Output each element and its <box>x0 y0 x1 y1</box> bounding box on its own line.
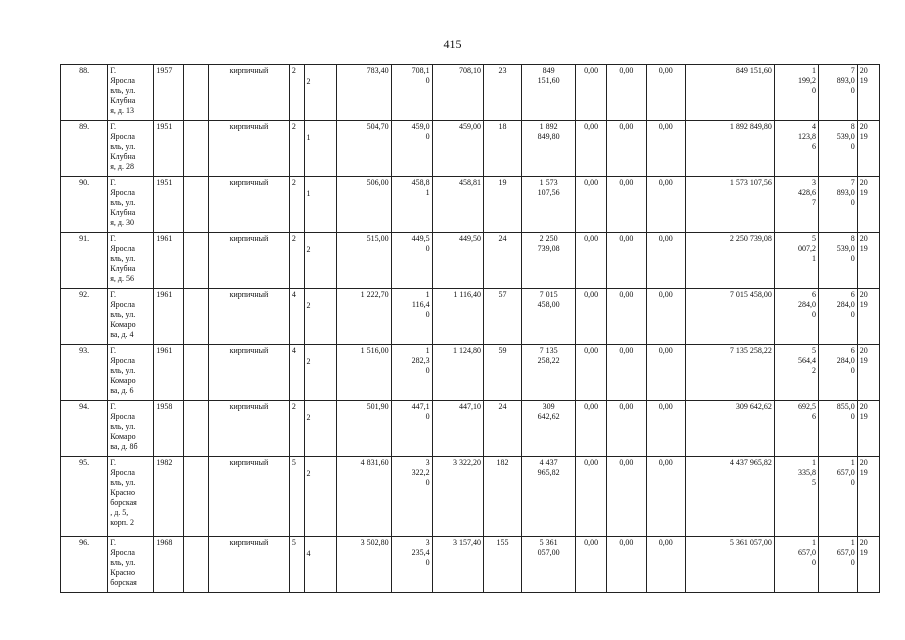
cell-planned-year: 20 19 <box>857 401 879 457</box>
cell-living-area: 458,8 1 <box>391 177 432 233</box>
cell-fund-regional: 0,00 <box>606 401 646 457</box>
cell-address: Г. Яросла вль, ул. Комаро ва, д. 4 <box>108 289 154 345</box>
cell-fund-federal: 0,00 <box>576 289 606 345</box>
cell-year-built: 1982 <box>154 457 183 537</box>
cell-owner-funds: 5 361 057,00 <box>685 537 774 593</box>
cell-blank-col <box>183 65 208 121</box>
cell-wall-material: кирпичный <box>209 177 290 233</box>
cell-owner-funds: 309 642,62 <box>685 401 774 457</box>
cell-entrances: 1 <box>304 121 337 177</box>
cell-total-area: 1 222,70 <box>337 289 392 345</box>
cell-fund-federal: 0,00 <box>576 537 606 593</box>
cell-total-cost: 309 642,62 <box>521 401 576 457</box>
cell-total-area: 501,90 <box>337 401 392 457</box>
cell-limit-cost: 1 657,0 0 <box>818 457 857 537</box>
cell-wall-material: кирпичный <box>209 401 290 457</box>
cell-residential-area: 449,50 <box>432 233 483 289</box>
cell-fund-local: 0,00 <box>646 289 685 345</box>
cell-wall-material: кирпичный <box>209 233 290 289</box>
cell-floors: 2 <box>289 121 304 177</box>
table-row <box>61 537 880 593</box>
cell-fund-regional: 0,00 <box>606 233 646 289</box>
cell-total-area: 783,40 <box>337 65 392 121</box>
cell-limit-cost: 7 893,0 0 <box>818 65 857 121</box>
cell-row-number: 88. <box>61 65 108 121</box>
cell-residential-area: 1 116,40 <box>432 289 483 345</box>
cell-year-built: 1958 <box>154 401 183 457</box>
cell-living-area: 708,1 0 <box>391 65 432 121</box>
cell-address: Г. Яросла вль, ул. Клубна я, д. 28 <box>108 121 154 177</box>
cell-fund-local: 0,00 <box>646 401 685 457</box>
cell-living-area: 447,1 0 <box>391 401 432 457</box>
cell-address: Г. Яросла вль, ул. Комаро ва, д. 8б <box>108 401 154 457</box>
cell-entrances: 2 <box>304 233 337 289</box>
cell-fund-regional: 0,00 <box>606 457 646 537</box>
cell-row-number: 89. <box>61 121 108 177</box>
cell-row-number: 93. <box>61 345 108 401</box>
cell-year-built: 1951 <box>154 121 183 177</box>
table-row <box>61 233 880 289</box>
cell-planned-year: 20 19 <box>857 121 879 177</box>
cell-year-built: 1957 <box>154 65 183 121</box>
cell-total-area: 1 516,00 <box>337 345 392 401</box>
cell-residents: 19 <box>484 177 522 233</box>
cell-floors: 2 <box>289 233 304 289</box>
cell-residents: 18 <box>484 121 522 177</box>
cell-year-built: 1961 <box>154 289 183 345</box>
cell-total-cost: 5 361 057,00 <box>521 537 576 593</box>
cell-address: Г. Яросла вль, ул. Клубна я, д. 30 <box>108 177 154 233</box>
cell-specific-cost: 1 657,0 0 <box>774 537 818 593</box>
cell-fund-local: 0,00 <box>646 233 685 289</box>
cell-living-area: 1 116,4 0 <box>391 289 432 345</box>
cell-entrances: 2 <box>304 457 337 537</box>
cell-blank-col <box>183 177 208 233</box>
cell-residents: 59 <box>484 345 522 401</box>
cell-fund-regional: 0,00 <box>606 177 646 233</box>
cell-specific-cost: 4 123,8 6 <box>774 121 818 177</box>
cell-entrances: 1 <box>304 177 337 233</box>
cell-fund-federal: 0,00 <box>576 121 606 177</box>
cell-owner-funds: 7 015 458,00 <box>685 289 774 345</box>
cell-limit-cost: 8 539,0 0 <box>818 233 857 289</box>
cell-limit-cost: 855,0 0 <box>818 401 857 457</box>
table-row <box>61 345 880 401</box>
cell-wall-material: кирпичный <box>209 457 290 537</box>
cell-entrances: 2 <box>304 65 337 121</box>
cell-row-number: 94. <box>61 401 108 457</box>
cell-owner-funds: 1 892 849,80 <box>685 121 774 177</box>
cell-wall-material: кирпичный <box>209 345 290 401</box>
cell-residents: 57 <box>484 289 522 345</box>
cell-entrances: 2 <box>304 401 337 457</box>
cell-specific-cost: 6 284,0 0 <box>774 289 818 345</box>
cell-row-number: 96. <box>61 537 108 593</box>
cell-floors: 5 <box>289 537 304 593</box>
cell-address: Г. Яросла вль, ул. Клубна я, д. 56 <box>108 233 154 289</box>
cell-total-area: 506,00 <box>337 177 392 233</box>
cell-living-area: 449,5 0 <box>391 233 432 289</box>
housing-table <box>60 64 880 593</box>
cell-planned-year: 20 19 <box>857 233 879 289</box>
cell-blank-col <box>183 537 208 593</box>
cell-blank-col <box>183 289 208 345</box>
cell-limit-cost: 6 284,0 0 <box>818 289 857 345</box>
cell-fund-regional: 0,00 <box>606 345 646 401</box>
cell-residential-area: 1 124,80 <box>432 345 483 401</box>
cell-fund-regional: 0,00 <box>606 289 646 345</box>
cell-entrances: 2 <box>304 289 337 345</box>
table-row <box>61 121 880 177</box>
cell-planned-year: 20 19 <box>857 345 879 401</box>
cell-specific-cost: 5 564,4 2 <box>774 345 818 401</box>
cell-year-built: 1961 <box>154 233 183 289</box>
cell-owner-funds: 4 437 965,82 <box>685 457 774 537</box>
cell-fund-local: 0,00 <box>646 177 685 233</box>
cell-planned-year: 20 19 <box>857 65 879 121</box>
cell-fund-federal: 0,00 <box>576 233 606 289</box>
cell-fund-regional: 0,00 <box>606 537 646 593</box>
table-row <box>61 177 880 233</box>
cell-entrances: 2 <box>304 345 337 401</box>
cell-floors: 5 <box>289 457 304 537</box>
cell-fund-local: 0,00 <box>646 65 685 121</box>
cell-address: Г. Яросла вль, ул. Комаро ва, д. 6 <box>108 345 154 401</box>
cell-limit-cost: 1 657,0 0 <box>818 537 857 593</box>
cell-floors: 4 <box>289 345 304 401</box>
cell-specific-cost: 3 428,6 7 <box>774 177 818 233</box>
cell-wall-material: кирпичный <box>209 121 290 177</box>
cell-fund-local: 0,00 <box>646 345 685 401</box>
cell-floors: 2 <box>289 65 304 121</box>
cell-wall-material: кирпичный <box>209 65 290 121</box>
cell-address: Г. Яросла вль, ул. Клубна я, д. 13 <box>108 65 154 121</box>
cell-residents: 23 <box>484 65 522 121</box>
cell-fund-local: 0,00 <box>646 537 685 593</box>
cell-specific-cost: 692,5 6 <box>774 401 818 457</box>
cell-residential-area: 459,00 <box>432 121 483 177</box>
cell-blank-col <box>183 345 208 401</box>
cell-floors: 2 <box>289 177 304 233</box>
cell-fund-federal: 0,00 <box>576 177 606 233</box>
cell-blank-col <box>183 401 208 457</box>
cell-total-cost: 4 437 965,82 <box>521 457 576 537</box>
cell-residents: 24 <box>484 401 522 457</box>
cell-residential-area: 3 322,20 <box>432 457 483 537</box>
table-row <box>61 401 880 457</box>
cell-row-number: 92. <box>61 289 108 345</box>
cell-address: Г. Яросла вль, ул. Красно борская , д. 5, корп. 2 <box>108 457 154 537</box>
cell-total-area: 515,00 <box>337 233 392 289</box>
cell-wall-material: кирпичный <box>209 289 290 345</box>
page-number: 415 <box>443 37 462 51</box>
cell-residents: 182 <box>484 457 522 537</box>
cell-total-cost: 7 015 458,00 <box>521 289 576 345</box>
cell-fund-local: 0,00 <box>646 457 685 537</box>
cell-planned-year: 20 19 <box>857 289 879 345</box>
cell-wall-material: кирпичный <box>209 537 290 593</box>
cell-living-area: 459,0 0 <box>391 121 432 177</box>
cell-planned-year: 20 19 <box>857 177 879 233</box>
cell-fund-regional: 0,00 <box>606 65 646 121</box>
cell-living-area: 1 282,3 0 <box>391 345 432 401</box>
cell-blank-col <box>183 233 208 289</box>
cell-total-cost: 849 151,60 <box>521 65 576 121</box>
cell-owner-funds: 849 151,60 <box>685 65 774 121</box>
cell-year-built: 1961 <box>154 345 183 401</box>
cell-year-built: 1951 <box>154 177 183 233</box>
cell-residents: 24 <box>484 233 522 289</box>
cell-planned-year: 20 19 <box>857 537 879 593</box>
cell-total-cost: 1 892 849,80 <box>521 121 576 177</box>
table-row <box>61 65 880 121</box>
cell-residential-area: 3 157,40 <box>432 537 483 593</box>
cell-floors: 2 <box>289 401 304 457</box>
cell-total-cost: 2 250 739,08 <box>521 233 576 289</box>
table-row <box>61 457 880 537</box>
cell-limit-cost: 8 539,0 0 <box>818 121 857 177</box>
cell-address: Г. Яросла вль, ул. Красно борская <box>108 537 154 593</box>
cell-residential-area: 447,10 <box>432 401 483 457</box>
cell-living-area: 3 235,4 0 <box>391 537 432 593</box>
cell-row-number: 91. <box>61 233 108 289</box>
cell-total-cost: 1 573 107,56 <box>521 177 576 233</box>
cell-residential-area: 708,10 <box>432 65 483 121</box>
cell-fund-federal: 0,00 <box>576 345 606 401</box>
cell-total-cost: 7 135 258,22 <box>521 345 576 401</box>
cell-specific-cost: 5 007,2 1 <box>774 233 818 289</box>
cell-planned-year: 20 19 <box>857 457 879 537</box>
cell-total-area: 4 831,60 <box>337 457 392 537</box>
cell-specific-cost: 1 199,2 0 <box>774 65 818 121</box>
cell-limit-cost: 7 893,0 0 <box>818 177 857 233</box>
cell-fund-federal: 0,00 <box>576 401 606 457</box>
cell-total-area: 504,70 <box>337 121 392 177</box>
cell-row-number: 95. <box>61 457 108 537</box>
cell-fund-federal: 0,00 <box>576 65 606 121</box>
cell-blank-col <box>183 457 208 537</box>
table-row <box>61 289 880 345</box>
cell-year-built: 1968 <box>154 537 183 593</box>
cell-fund-federal: 0,00 <box>576 457 606 537</box>
cell-fund-regional: 0,00 <box>606 121 646 177</box>
cell-blank-col <box>183 121 208 177</box>
cell-residential-area: 458,81 <box>432 177 483 233</box>
cell-fund-local: 0,00 <box>646 121 685 177</box>
cell-residents: 155 <box>484 537 522 593</box>
cell-row-number: 90. <box>61 177 108 233</box>
cell-owner-funds: 1 573 107,56 <box>685 177 774 233</box>
cell-entrances: 4 <box>304 537 337 593</box>
cell-owner-funds: 2 250 739,08 <box>685 233 774 289</box>
cell-limit-cost: 6 284,0 0 <box>818 345 857 401</box>
cell-owner-funds: 7 135 258,22 <box>685 345 774 401</box>
cell-specific-cost: 1 335,8 5 <box>774 457 818 537</box>
cell-floors: 4 <box>289 289 304 345</box>
cell-total-area: 3 502,80 <box>337 537 392 593</box>
cell-living-area: 3 322,2 0 <box>391 457 432 537</box>
